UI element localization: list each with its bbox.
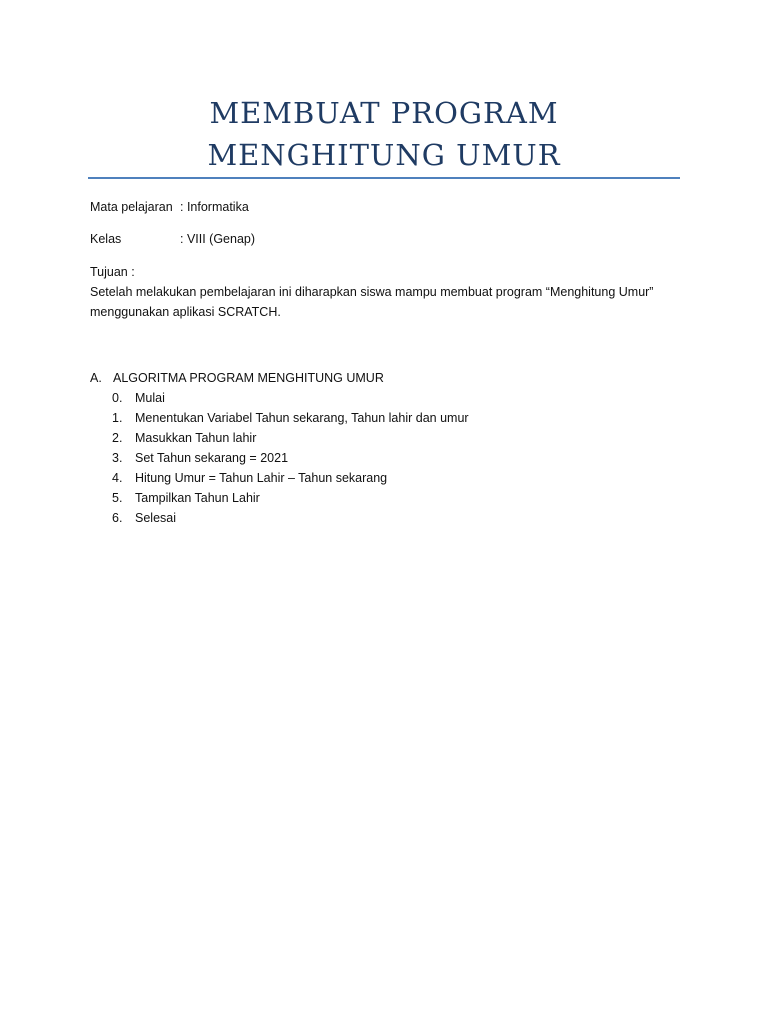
- step-number: 5.: [112, 491, 123, 505]
- section-title: ALGORITMA PROGRAM MENGHITUNG UMUR: [113, 371, 384, 385]
- class-label: Kelas: [90, 232, 122, 246]
- step-text: Mulai: [135, 391, 165, 405]
- step-text: Masukkan Tahun lahir: [135, 431, 257, 445]
- goal-text-line-1: Setelah melakukan pembelajaran ini diharapkan siswa mampu membuat program “Menghitung Umur”: [90, 285, 654, 299]
- step-number: 4.: [112, 471, 123, 485]
- goal-label: Tujuan :: [90, 265, 135, 279]
- section-algorithm: [90, 368, 690, 528]
- list-item: [90, 508, 690, 528]
- list-item: [90, 428, 690, 448]
- list-item: [90, 388, 690, 408]
- step-number: 2.: [112, 431, 123, 445]
- step-number: 6.: [112, 511, 123, 525]
- step-text: Tampilkan Tahun Lahir: [135, 491, 260, 505]
- step-text: Menentukan Variabel Tahun sekarang, Tahun lahir dan umur: [135, 411, 469, 425]
- step-number: 1.: [112, 411, 123, 425]
- section-letter: A.: [90, 371, 102, 385]
- step-number: 3.: [112, 451, 123, 465]
- title-divider: [88, 177, 680, 179]
- document-title: [0, 92, 768, 176]
- step-text: Hitung Umur = Tahun Lahir – Tahun sekarang: [135, 471, 388, 485]
- step-text: Selesai: [135, 511, 176, 525]
- subject-value: : Informatika: [180, 200, 249, 214]
- list-item: [90, 448, 690, 468]
- class-value: : VIII (Genap): [180, 232, 256, 246]
- list-item: [90, 488, 690, 508]
- algorithm-steps: [90, 388, 690, 528]
- step-number: 0.: [112, 391, 123, 405]
- title-line-1: MEMBUAT PROGRAM: [209, 96, 559, 130]
- title-line-2: MENGHITUNG UMUR: [207, 138, 561, 172]
- list-item: [90, 468, 690, 488]
- list-item: [90, 408, 690, 428]
- class-row: [90, 229, 255, 249]
- section-heading: [90, 368, 690, 388]
- step-text: Set Tahun sekarang = 2021: [135, 451, 289, 465]
- subject-row: [90, 197, 249, 217]
- goal-block: [90, 262, 690, 322]
- subject-label: Mata pelajaran: [90, 200, 173, 214]
- goal-text-line-2: menggunakan aplikasi SCRATCH.: [90, 305, 281, 319]
